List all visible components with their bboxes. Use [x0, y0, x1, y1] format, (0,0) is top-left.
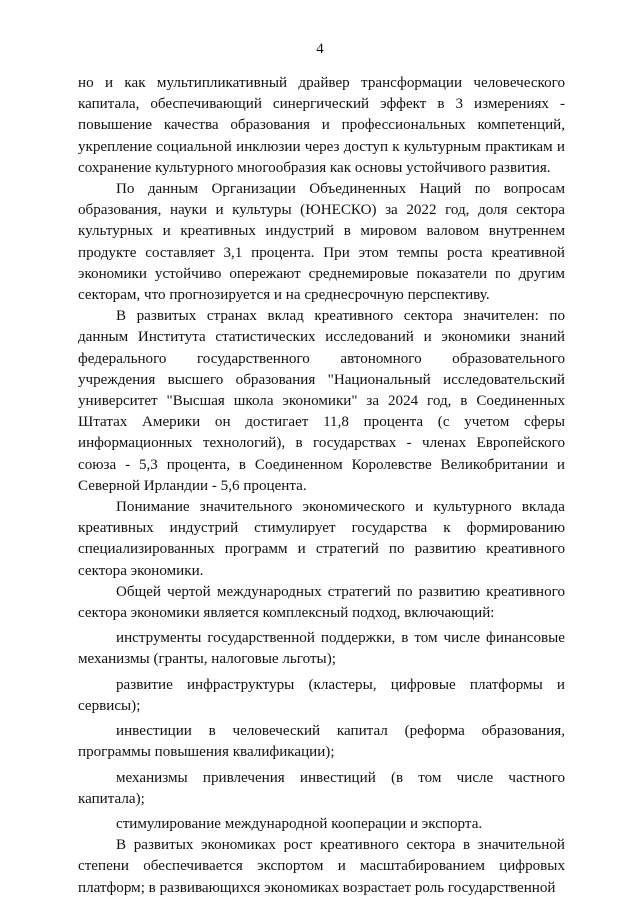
list-item-infrastructure: развитие инфраструктуры (кластеры, цифровые платформы и сервисы); [78, 676, 565, 714]
paragraph-unesco-share: По данным Организации Объединенных Наций по вопросам образования, науки и культуры (ЮНЕСКО) за 2022 год, доля сектора культурных и креативных индустрий в мировом валовом внутреннем продукте составляет 3,1 процента. При этом темпы роста креативной экономики устойчиво опережают среднемировые показатели по другим секторам, что прогнозируется и на среднесрочную перспективу. [78, 181, 565, 304]
paragraph-continuation: но и как мультипликативный драйвер трансформации человеческого капитала, обеспечивающий синергический эффект в 3 измерениях - повышение качества образования и профессиональных компетенций, укрепление социальной инклюзии через доступ к культурным практикам и сохранение культурного многообразия как основы устойчивого развития. [78, 75, 565, 176]
list-item-human-capital: инвестиции в человеческий капитал (реформа образования, программы повышения квалификации); [78, 723, 565, 761]
document-body [78, 73, 565, 899]
list-item-state-support: инструменты государственной поддержки, в том числе финансовые механизмы (гранты, налоговые льготы); [78, 630, 565, 668]
list-item-investment: механизмы привлечения инвестиций (в том числе частного капитала); [78, 769, 565, 807]
page-number: 4 [316, 41, 324, 57]
paragraph-export-growth: В развитых экономиках рост креативного сектора в значительной степени обеспечивается экспортом и масштабированием цифровых платформ; в развивающихся экономиках возрастает роль государственной [78, 837, 565, 896]
paragraph-developed-countries: В развитых странах вклад креативного сектора значителен: по данным Института статистических исследований и экономики знаний федерального государственного автономного образовательного учреждения высшего образования "Национальный исследовательский университет "Высшая школа экономики" за 2024 год, в Соединенных Штатах Америки он достигает 11,8 процента (с учетом сферы информационных технологий), в государствах - членах Европейского союза - 5,3 процента, в Соединенном Королевстве Великобритании и Северной Ирландии - 5,6 процента. [78, 308, 565, 494]
list-item-cooperation: стимулирование международной кооперации и экспорта. [116, 815, 483, 832]
paragraph-strategy-intro: Общей чертой международных стратегий по развитию креативного сектора экономики является комплексный подход, включающий: [78, 583, 565, 622]
paragraph-state-programs: Понимание значительного экономического и культурного вклада креативных индустрий стимулирует государства к формированию специализированных программ и стратегий по развитию креативного сектора экономики. [78, 499, 565, 579]
